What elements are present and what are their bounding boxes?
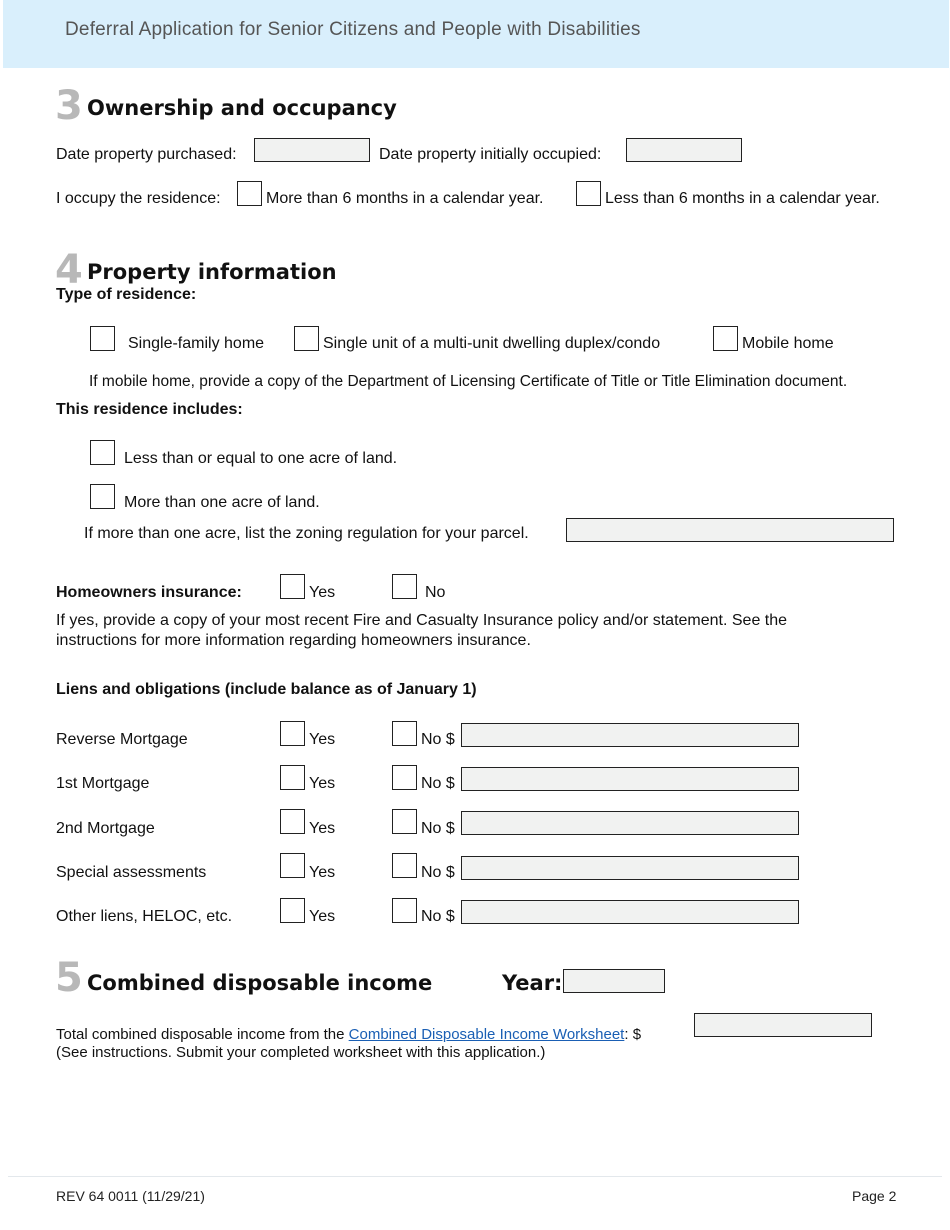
date-purchased-field[interactable] [254, 138, 370, 162]
single-family-label: Single-family home [128, 335, 265, 352]
insurance-yes-label: Yes [309, 584, 336, 601]
footer-divider [8, 1176, 942, 1177]
insurance-note-line2: instructions for more information regarding homeowners insurance. [56, 632, 531, 649]
lien-amount-field[interactable] [461, 856, 799, 880]
zoning-field[interactable] [566, 518, 894, 542]
section-4-number: 4 [55, 247, 83, 293]
single-family-checkbox[interactable] [90, 326, 115, 351]
lien-no-label: No $ [421, 820, 455, 837]
worksheet-link[interactable]: Combined Disposable Income Worksheet [348, 1026, 625, 1043]
multi-unit-label: Single unit of a multi-unit dwelling duplex/condo [323, 335, 661, 352]
lien-yes-label: Yes [309, 908, 336, 925]
page-number: Page 2 [852, 1188, 897, 1204]
insurance-no-label: No [425, 584, 446, 601]
lien-no-checkbox[interactable] [392, 721, 417, 746]
lien-yes-checkbox[interactable] [280, 721, 305, 746]
lien-no-checkbox[interactable] [392, 898, 417, 923]
lien-no-label: No $ [421, 864, 455, 881]
lien-no-label: No $ [421, 731, 455, 748]
lien-yes-checkbox[interactable] [280, 853, 305, 878]
lien-yes-label: Yes [309, 820, 336, 837]
lien-no-label: No $ [421, 908, 455, 925]
total-income-prefix: Total combined disposable income from the [56, 1026, 349, 1043]
residence-includes-label: This residence includes: [56, 401, 243, 418]
occupy-more-checkbox[interactable] [237, 181, 262, 206]
mobile-home-label: Mobile home [742, 335, 834, 352]
total-income-line [56, 1026, 641, 1043]
total-income-field[interactable] [694, 1013, 872, 1037]
page-header [3, 0, 949, 68]
lien-label: Reverse Mortgage [56, 731, 188, 748]
acre-more-label: More than one acre of land. [124, 494, 320, 511]
lien-no-label: No $ [421, 775, 455, 792]
type-of-residence-label: Type of residence: [56, 286, 197, 303]
date-occupied-label: Date property initially occupied: [379, 146, 602, 163]
lien-no-checkbox[interactable] [392, 853, 417, 878]
lien-label: Other liens, HELOC, etc. [56, 908, 233, 925]
lien-amount-field[interactable] [461, 767, 799, 791]
lien-label: 1st Mortgage [56, 775, 150, 792]
section-3-title: Ownership and occupancy [87, 96, 397, 120]
occupy-less-checkbox[interactable] [576, 181, 601, 206]
date-purchased-label: Date property purchased: [56, 146, 237, 163]
total-income-suffix: : $ [624, 1026, 642, 1043]
lien-yes-checkbox[interactable] [280, 898, 305, 923]
form-title: Deferral Application for Senior Citizens and People with Disabilities [65, 19, 641, 40]
lien-label: 2nd Mortgage [56, 820, 155, 837]
section-3-number: 3 [55, 83, 83, 129]
section-5-title: Combined disposable income [87, 971, 433, 995]
lien-amount-field[interactable] [461, 811, 799, 835]
lien-yes-label: Yes [309, 731, 336, 748]
mobile-home-note: If mobile home, provide a copy of the Department of Licensing Certificate of Title or Title Elimination document. [89, 373, 848, 390]
acre-less-label: Less than or equal to one acre of land. [124, 450, 398, 467]
zoning-label: If more than one acre, list the zoning regulation for your parcel. [84, 525, 529, 542]
insurance-note-line1: If yes, provide a copy of your most recent Fire and Casualty Insurance policy and/or statement. See the [56, 612, 788, 629]
form-id: REV 64 0011 (11/29/21) [56, 1188, 205, 1204]
lien-yes-checkbox[interactable] [280, 765, 305, 790]
year-field[interactable] [563, 969, 665, 993]
liens-label: Liens and obligations (include balance as of January 1) [56, 681, 477, 698]
multi-unit-checkbox[interactable] [294, 326, 319, 351]
insurance-no-checkbox[interactable] [392, 574, 417, 599]
lien-yes-checkbox[interactable] [280, 809, 305, 834]
section-4-title: Property information [87, 260, 337, 284]
date-occupied-field[interactable] [626, 138, 742, 162]
lien-no-checkbox[interactable] [392, 809, 417, 834]
occupy-more-label: More than 6 months in a calendar year. [266, 190, 544, 207]
lien-label: Special assessments [56, 864, 207, 881]
acre-less-checkbox[interactable] [90, 440, 115, 465]
insurance-yes-checkbox[interactable] [280, 574, 305, 599]
occupy-less-label: Less than 6 months in a calendar year. [605, 190, 880, 207]
worksheet-note: (See instructions. Submit your completed worksheet with this application.) [56, 1044, 546, 1061]
insurance-label: Homeowners insurance: [56, 584, 242, 601]
occupy-label: I occupy the residence: [56, 190, 221, 207]
section-5-number: 5 [55, 955, 83, 1001]
year-label: Year: [502, 971, 563, 995]
lien-yes-label: Yes [309, 864, 336, 881]
lien-amount-field[interactable] [461, 900, 799, 924]
mobile-home-checkbox[interactable] [713, 326, 738, 351]
lien-yes-label: Yes [309, 775, 336, 792]
lien-amount-field[interactable] [461, 723, 799, 747]
lien-no-checkbox[interactable] [392, 765, 417, 790]
acre-more-checkbox[interactable] [90, 484, 115, 509]
